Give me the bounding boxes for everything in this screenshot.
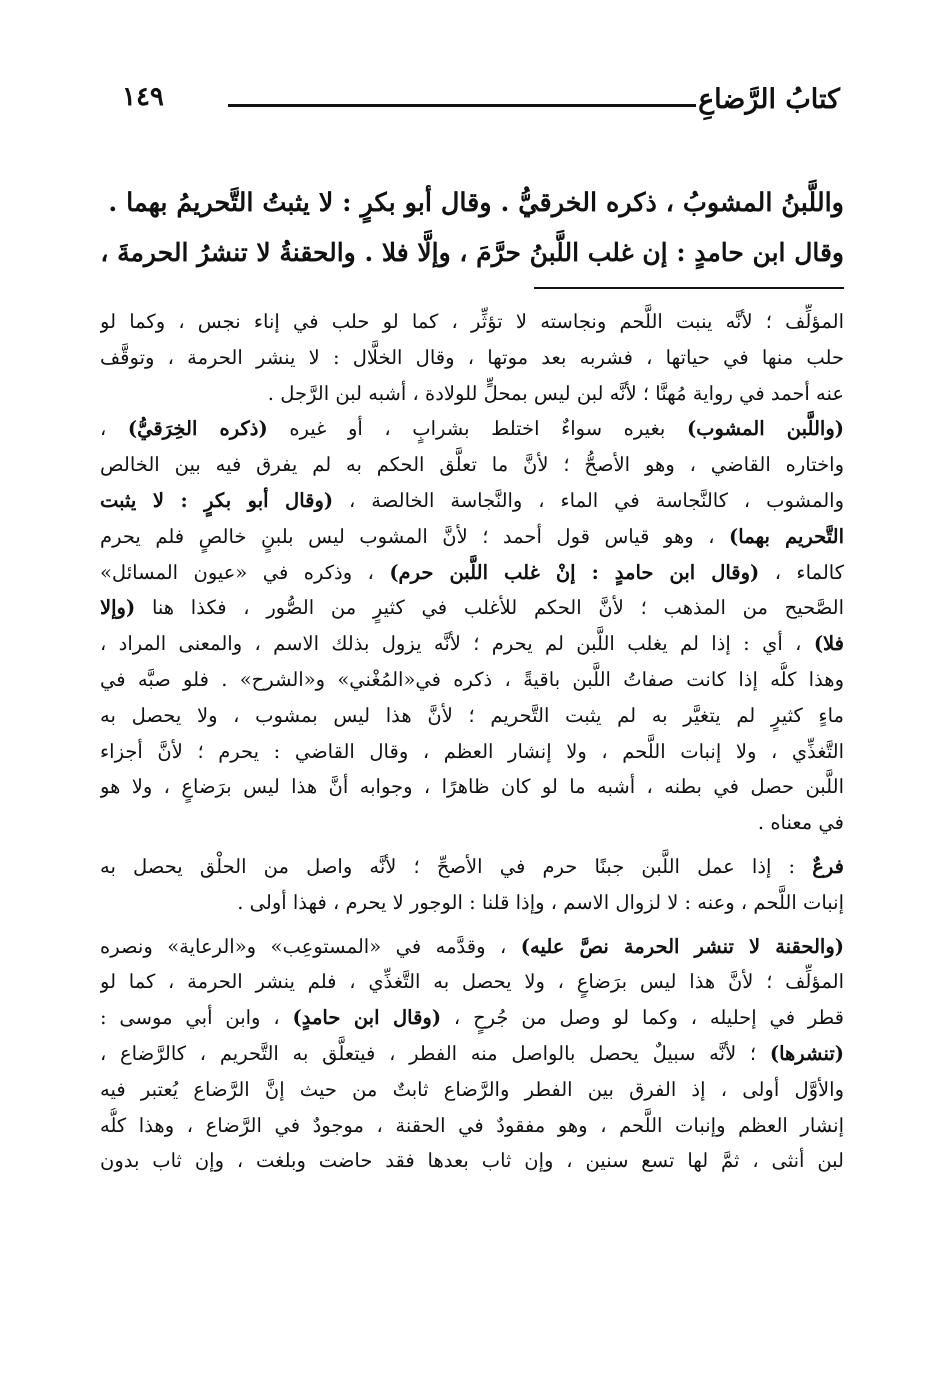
commentary-line [100,1036,844,1072]
line-text: بغيره سواءٌ اختلط بشرابٍ ، أو غيره [267,417,687,441]
commentary-line: لبن أنثى ، ثمَّ لها تسع سنين ، وإن ثاب بعدها فقد حاضت وبلغت ، وإن ثاب بدون [100,1149,844,1173]
commentary-line: عنه أحمد في رواية مُهنَّا ؛ لأنَّه لبن ليس بمحلٍّ للولادة ، أشبه لبن الرَّجل . [267,381,844,405]
line-text: ، [100,417,128,441]
commentary-line: واختاره القاضي ، وهو الأصحُّ ؛ لأنَّ ما تعلَّق الحكم به لم يفرق فيه بين الخالص [100,453,844,477]
main-text-line: وقال ابن حامدٍ : إن غلب اللَّبنُ حرَّمَ ، وإلَّا فلا . والحقنةُ لا تنشرُ الحرمةَ ، [100,238,844,267]
line-text: والمشوب ، كالنَّجاسة في الماء ، والنَّجاسة الخالصة ، [333,488,844,512]
commentary-line: اللَّبن حصل في بطنه ، أشبه ما لو كان ظاهرًا ، وجوابه أنَّ هذا ليس برَضاعٍ ، ولا هو [100,775,844,799]
line-text: ، وقدَّمه في «المستوعِب» و«الرعاية» ونصره [100,934,521,958]
commentary-line: ماءٍ كثيرٍ لم يتغيَّر به لم يثبت التَّحريم ؛ لأنَّ هذا ليس بمشوب ، ولا يحصل به [100,703,844,727]
commentary-line [100,1000,844,1036]
commentary-paragraph [100,304,844,411]
quoted-text: فلا) [813,632,844,656]
quoted-text: التَّحريم بهما) [729,524,844,548]
quoted-text: (تنشرها) [769,1041,844,1065]
commentary-line: المؤلِّف ؛ لأنَّ هذا ليس برَضاعٍ ، ولا يحصل به التَّغذِّي ، فلم ينشر الحرمة ، كما لو [100,970,844,994]
footnote-separator [534,287,844,289]
commentary-line [100,519,844,555]
commentary-line [100,483,844,519]
quoted-text: (وإلا [100,596,136,620]
commentary-line: في معناه . [757,811,844,835]
commentary-line: حلب منها في حياتها ، فشربه بعد موتها ، وقال الخلَّال : لا ينشر الحرمة ، وتوقَّف [100,345,844,369]
main-text-line: واللَّبنُ المشوبُ ، ذكره الخرقيُّ . وقال أبو بكرٍ : لا يثبتُ التَّحريمُ بهما . [108,188,844,218]
commentary-line: إنبات اللَّحم ، وعنه : لا لزوال الاسم ، وإذا قلنا : الوجور لا يحرم ، فهذا أولى . [237,890,844,914]
commentary-line [100,555,844,591]
quoted-text: (والحقنة لا تنشر الحرمة نصَّ عليه) [520,934,844,958]
quoted-text: فرعٌ [812,854,844,878]
line-text: : إذا عمل اللَّبن جبنًا حرم في الأصحِّ ؛ لأنَّه واصل من الحلْق يحصل به [100,854,813,878]
commentary-paragraph [100,849,844,921]
paragraph-gap [100,841,844,849]
line-text: ، وهو قياس قول أحمد ؛ لأنَّ المشوب ليس بلبنٍ خالصٍ فلم يحرم [100,524,730,548]
main-text [100,178,844,278]
page-number: ١٤٩ [122,82,164,112]
commentary-line: المؤلِّف ؛ لأنَّه ينبت اللَّحم ونجاسته لا تؤثِّر ، كما لو حلب في إناء نجس ، وكما لو [100,310,844,333]
commentary-line [100,849,844,885]
commentary-line: وهذا كلُّه إذا كانت صفاتُ اللَّبن باقيةً ، ذكره في«المُغْني» و«الشرح» . فلو صبَّه في [100,667,844,691]
line-text: قطر في إحليله ، وكما لو وصل من جُرحٍ ، [441,1006,844,1030]
commentary-line [100,929,844,965]
line-text: ؛ لأنَّه سبيلٌ يحصل بالواصل منه الفطر ، فيتعلَّق به التَّحريم ، كالرَّضاع ، [100,1041,770,1065]
commentary-line: التَّغذِّي ، ولا إنبات اللَّحم ، ولا إنشار العظم ، وقال القاضي : يحرم ؛ لأنَّ أجزاء [100,739,844,763]
line-text: ، وذكره في «عيون المسائل» [100,560,390,584]
quoted-text: (واللَّبن المشوب) [686,417,844,441]
line-text: كالماء ، [759,560,844,584]
quoted-text: (وقال ابن حامدٍ) [292,1006,442,1030]
page-header [100,80,844,120]
line-text: ، وابن أبي موسى : [100,1006,293,1030]
commentary-line: إنشار العظم وإنبات اللَّحم ، وهو مفقودٌ في الحقنة ، موجودٌ في الرَّضاع ، وهذا كلُّه [100,1113,844,1137]
commentary-line [100,590,844,626]
commentary-paragraph [100,411,844,841]
commentary [100,304,844,1179]
paragraph-gap [100,921,844,929]
commentary-paragraph [100,929,844,1180]
line-text: ، أي : إذا لم يغلب اللَّبن لم يحرم ؛ لأنَّه يزول بذلك الاسم ، والمعنى المراد ، [100,632,814,656]
header-rule [228,104,696,107]
running-title: كتابُ الرَّضاعِ [698,84,840,115]
quoted-text: (ذكره الخِرَقيُّ) [127,417,268,441]
quoted-text: (وقال ابن حامدٍ : إنْ غلب اللَّبن حرم) [389,560,760,584]
commentary-line [100,626,844,662]
commentary-line [100,411,844,447]
commentary-line: والأوَّل أولى ، إذ الفرق بين الفطر والرَّضاع ثابتٌ من حيث إنَّ الرَّضاع يُعتبر فيه [100,1077,844,1101]
quoted-text: (وقال أبو بكرٍ : لا يثبت [100,488,334,512]
line-text: الصَّحيح من المذهب ؛ لأنَّ الحكم للأغلب في كثيرٍ من الصُّور ، فكذا هنا [135,596,844,620]
